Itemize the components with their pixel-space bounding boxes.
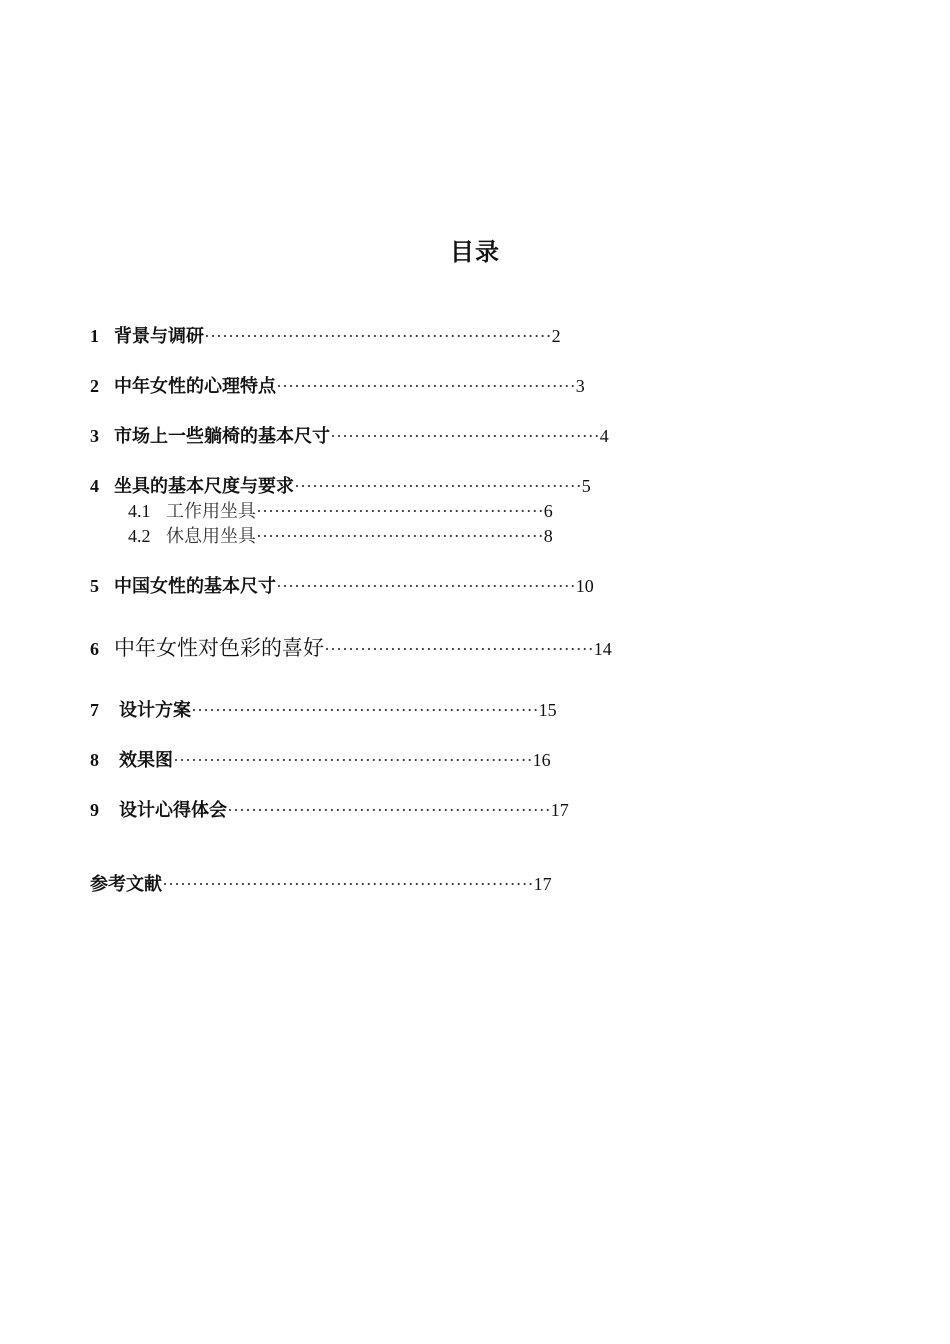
toc-entry-2[interactable] (90, 377, 585, 396)
toc-entry-title: 设计心得体会 (119, 800, 227, 821)
toc-leader-dots: ·························································· (191, 700, 539, 720)
toc-leader-dots: ······················································ (227, 800, 551, 820)
toc-page-number: 4 (599, 426, 609, 446)
toc-entry-title: 休息用坐具 (166, 526, 256, 547)
toc-entry-number: 6 (90, 639, 99, 659)
toc-leader-dots: ·················································· (276, 376, 576, 396)
toc-entry-4[interactable] (90, 477, 591, 496)
toc-entry-3[interactable] (90, 427, 609, 446)
toc-entry-title: 中国女性的基本尺寸 (114, 576, 276, 597)
toc-leader-dots: ·················································· (276, 576, 576, 596)
toc-page-number: 3 (575, 376, 585, 396)
toc-page-number: 16 (532, 750, 551, 770)
toc-page-number: 5 (581, 476, 591, 496)
toc-entry-number: 4 (90, 476, 99, 496)
toc-entry-6[interactable] (90, 638, 612, 659)
toc-entry-title: 中年女性的心理特点 (114, 376, 276, 397)
toc-entry-5[interactable] (90, 577, 594, 596)
toc-page-number: 8 (543, 526, 553, 546)
toc-page-number: 10 (575, 576, 594, 596)
toc-entry-number: 4.1 (128, 501, 151, 521)
toc-entry-number: 9 (90, 800, 99, 820)
toc-leader-dots: ·························································· (204, 326, 552, 346)
toc-entry-8[interactable] (90, 751, 551, 770)
toc-page-number: 2 (551, 326, 561, 346)
toc-entry-title: 工作用坐具 (166, 501, 256, 522)
toc-entry-title: 参考文献 (90, 874, 162, 895)
page-title: 目录 (450, 238, 500, 266)
toc-entry-title: 中年女性对色彩的喜好 (114, 636, 324, 660)
toc-entry-number: 8 (90, 750, 99, 770)
toc-entry-number: 2 (90, 376, 99, 396)
toc-entry-title: 设计方案 (119, 700, 191, 721)
toc-entry-title: 坐具的基本尺度与要求 (114, 476, 294, 497)
toc-entry-number: 1 (90, 326, 99, 346)
toc-page-number: 6 (543, 501, 553, 521)
toc-page-number: 17 (533, 874, 552, 894)
toc-page-number: 15 (538, 700, 557, 720)
toc-entry-references[interactable] (90, 875, 552, 894)
toc-entry-number: 7 (90, 700, 99, 720)
toc-leader-dots: ················································ (256, 501, 544, 521)
toc-leader-dots: ···························································· (173, 750, 533, 770)
toc-leader-dots: ············································· (330, 426, 600, 446)
toc-entry-number: 4.2 (128, 526, 151, 546)
toc-entry-title: 市场上一些躺椅的基本尺寸 (114, 426, 330, 447)
toc-entry-1[interactable] (90, 327, 561, 346)
toc-entry-4-2[interactable] (128, 527, 553, 546)
toc-leader-dots: ············································· (324, 639, 594, 659)
toc-leader-dots: ······························································ (162, 874, 534, 894)
toc-entry-9[interactable] (90, 801, 569, 820)
toc-leader-dots: ················································ (294, 476, 582, 496)
toc-leader-dots: ················································ (256, 526, 544, 546)
toc-entry-number: 3 (90, 426, 99, 446)
toc-entry-title: 背景与调研 (114, 326, 204, 347)
toc-entry-number: 5 (90, 576, 99, 596)
toc-page-number: 14 (593, 639, 612, 659)
toc-entry-7[interactable] (90, 701, 557, 720)
toc-entry-title: 效果图 (119, 750, 173, 771)
toc-page-number: 17 (550, 800, 569, 820)
toc-entry-4-1[interactable] (128, 502, 553, 521)
